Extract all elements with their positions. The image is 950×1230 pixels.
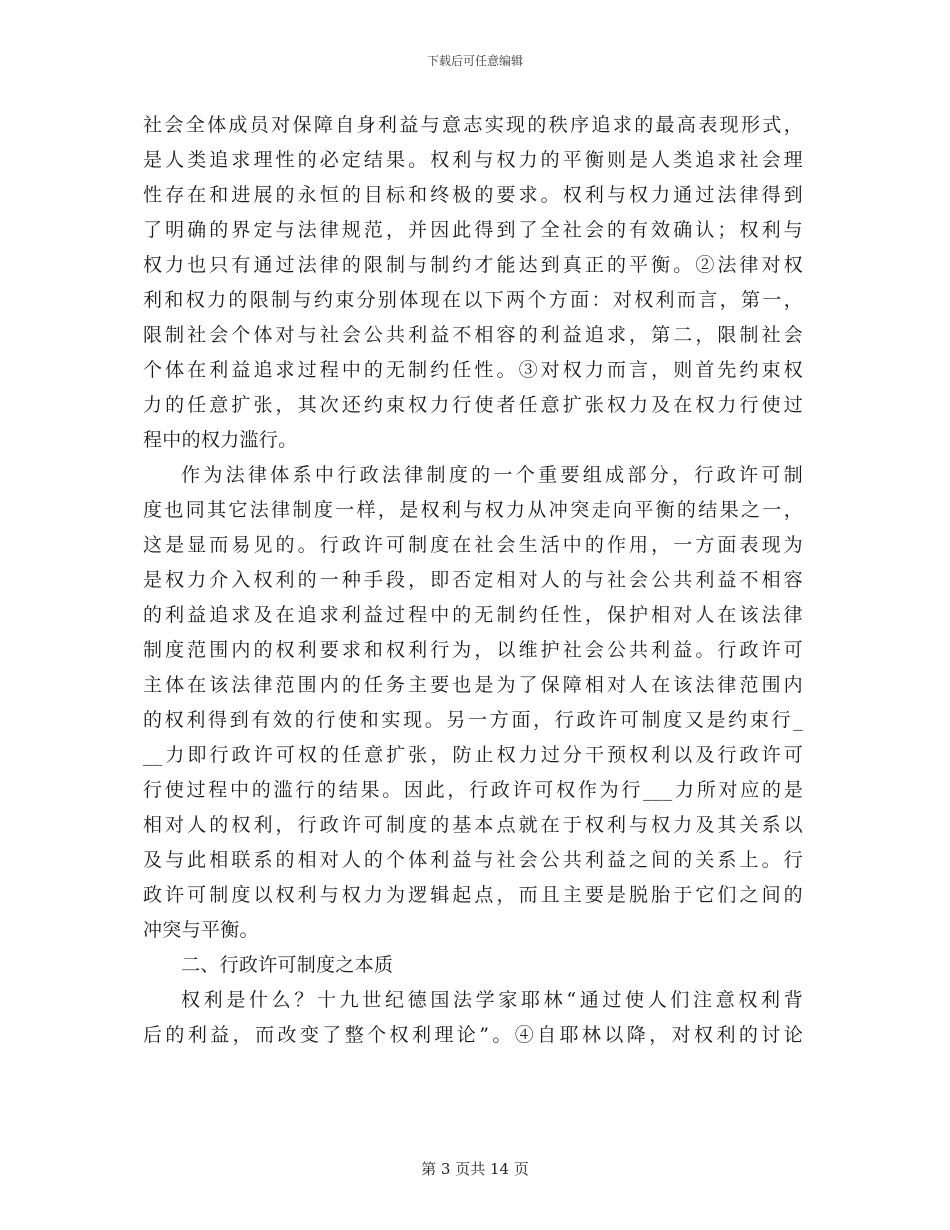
text-line: 力的任意扩张，其次还约束权力行使者任意扩张权力及在权力行使过 [143, 394, 803, 416]
text-line: 权利是什么？十九世纪德国法学家耶林“通过使人们注意权利背 [181, 989, 803, 1011]
text-line: 后的利益，而改变了整个权利理论”。④自耶林以降，对权利的讨论 [143, 1024, 803, 1046]
document-body [143, 108, 803, 1053]
text-line: 主体在该法律范围内的任务主要也是为了保障相对人在该法律范围内 [143, 674, 803, 696]
page-footer: 第 3 页共 14 页 [421, 1160, 529, 1178]
text-line: 了明确的界定与法律规范，并因此得到了全社会的有效确认；权利与 [143, 219, 803, 241]
text-line: 性存在和进展的永恒的目标和终极的要求。权利与权力通过法律得到 [143, 184, 803, 206]
text-line: 利和权力的限制与约束分别体现在以下两个方面：对权利而言，第一， [143, 289, 803, 311]
text-line: 制度范围内的权利要求和权利行为，以维护社会公共利益。行政许可 [143, 639, 803, 661]
text-line: __力即行政许可权的任意扩张，防止权力过分干预权利以及行政许可 [143, 744, 803, 766]
text-line: 个体在利益追求过程中的无制约任性。③对权力而言，则首先约束权 [143, 359, 803, 381]
text-line: 这是显而易见的。行政许可制度在社会生活中的作用，一方面表现为 [143, 534, 803, 556]
page-header: 下载后可任意编辑 [426, 54, 523, 68]
text-line: 是人类追求理性的必定结果。权利与权力的平衡则是人类追求社会理 [143, 149, 803, 171]
text-line: 是权力介入权利的一种手段，即否定相对人的与社会公共利益不相容 [143, 569, 803, 591]
text-line: 冲突与平衡。 [143, 919, 259, 941]
text-line: 权力也只有通过法律的限制与制约才能达到真正的平衡。②法律对权 [143, 254, 803, 276]
text-line: 行使过程中的滥行的结果。因此，行政许可权作为行___力所对应的是 [143, 779, 803, 801]
text-line: 二、行政许可制度之本质 [181, 954, 394, 976]
text-line: 的权利得到有效的行使和实现。另一方面，行政许可制度又是约束行_ [143, 709, 803, 731]
text-line: 相对人的权利，行政许可制度的基本点就在于权利与权力及其关系以 [143, 814, 803, 836]
text-line: 程中的权力滥行。 [143, 429, 298, 451]
text-line: 及与此相联系的相对人的个体利益与社会公共利益之间的关系上。行 [143, 849, 803, 871]
text-line: 的利益追求及在追求利益过程中的无制约任性，保护相对人在该法律 [143, 604, 803, 626]
text-line: 度也同其它法律制度一样，是权利与权力从冲突走向平衡的结果之一， [143, 499, 803, 521]
text-line: 限制社会个体对与社会公共利益不相容的利益追求，第二，限制社会 [143, 324, 803, 346]
text-line: 作为法律体系中行政法律制度的一个重要组成部分，行政许可制 [181, 464, 803, 486]
text-line: 政许可制度以权利与权力为逻辑起点，而且主要是脱胎于它们之间的 [143, 884, 803, 906]
text-line: 社会全体成员对保障自身利益与意志实现的秩序追求的最高表现形式， [143, 114, 803, 136]
